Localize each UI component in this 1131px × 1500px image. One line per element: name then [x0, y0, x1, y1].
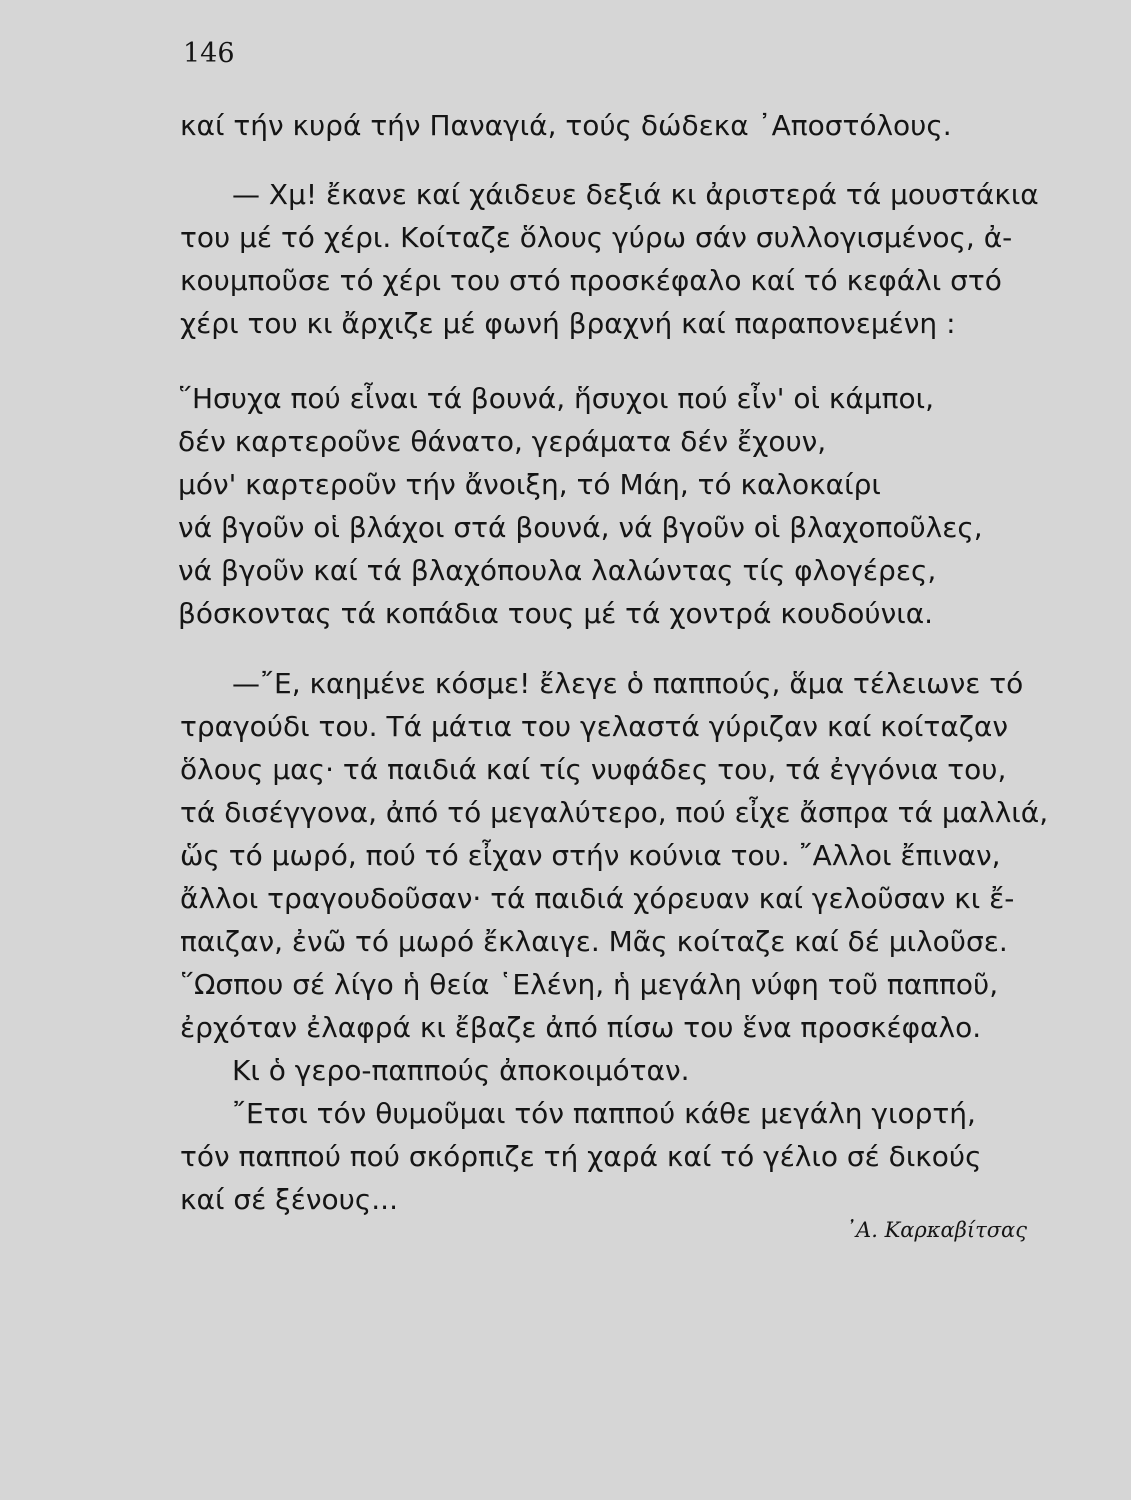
verse-line-6: βόσκοντας τά κοπάδια τους μέ τά χοντρά κουδούνια.: [178, 597, 934, 630]
text-line-14: ἐρχόταν ἐλαφρά κι ἔβαζε ἀπό πίσω του ἕνα προσκέφαλο.: [180, 1011, 982, 1044]
text-line-5: χέρι του κι ἄρχιζε μέ φωνή βραχνή καί παραπονεμένη :: [180, 307, 956, 340]
verse-line-4: νά βγοῦν οἱ βλάχοι στά βουνά, νά βγοῦν οἱ βλαχοποῦλες,: [178, 511, 983, 544]
text-line-11: ἄλλοι τραγουδοῦσαν· τά παιδιά χόρευαν καί γελοῦσαν κι ἔ-: [180, 882, 1015, 915]
text-line-1: καί τήν κυρά τήν Παναγιά, τούς δώδεκα ᾿Αποστόλους.: [180, 109, 952, 142]
text-line-8: ὅλους μας· τά παιδιά καί τίς νυφάδες του, τά ἐγγόνια του,: [180, 753, 1007, 786]
text-line-4: κουμποῦσε τό χέρι του στό προσκέφαλο καί τό κεφάλι στό: [180, 264, 1002, 297]
text-line-10: ὥς τό μωρό, πού τό εἶχαν στήν κούνια του. ῎Αλλοι ἔπιναν,: [180, 839, 1001, 872]
verse-line-3: μόν' καρτεροῦν τήν ἄνοιξη, τό Μάη, τό καλοκαίρι: [178, 468, 881, 501]
text-line-17: τόν παππού πού σκόρπιζε τή χαρά καί τό γέλιο σέ δικούς: [180, 1140, 982, 1173]
verse-line-5: νά βγοῦν καί τά βλαχόπουλα λαλώντας τίς φλογέρες,: [178, 554, 937, 587]
author-signature: ᾿Α. Καρκαβίτσας: [845, 1218, 1027, 1242]
text-line-13: ῞Ωσπου σέ λίγο ἡ θεία ῾Ελένη, ἡ μεγάλη νύφη τοῦ παπποῦ,: [180, 968, 999, 1001]
text-line-16: ῎Ετσι τόν θυμοῦμαι τόν παππού κάθε μεγάλη γιορτή,: [232, 1097, 976, 1130]
page-number: 146: [183, 38, 235, 69]
text-line-12: παιζαν, ἐνῶ τό μωρό ἔκλαιγε. Μᾶς κοίταζε καί δέ μιλοῦσε.: [180, 925, 1008, 958]
text-line-3: του μέ τό χέρι. Κοίταζε ὅλους γύρω σάν συλλογισμένος, ἀ-: [180, 221, 1013, 254]
text-line-15: Κι ὁ γερο-παππούς ἀποκοιμόταν.: [232, 1054, 690, 1087]
text-line-9: τά δισέγγονα, ἀπό τό μεγαλύτερο, πού εἶχε ἄσπρα τά μαλλιά,: [180, 796, 1049, 829]
verse-line-1: ῞Ησυχα πού εἶναι τά βουνά, ἥσυχοι πού εἶν' οἱ κάμποι,: [178, 382, 934, 415]
text-line-6: —῎Ε, καημένε κόσμε! ἔλεγε ὁ παππούς, ἅμα τέλειωνε τό: [232, 667, 1024, 700]
text-line-2: — Χμ! ἔκανε καί χάιδευε δεξιά κι ἀριστερά τά μουστάκια: [232, 178, 1039, 211]
text-line-7: τραγούδι του. Τά μάτια του γελαστά γύριζαν καί κοίταζαν: [180, 710, 1009, 743]
verse-line-2: δέν καρτεροῦνε θάνατο, γεράματα δέν ἔχουν,: [178, 425, 827, 458]
text-line-18: καί σέ ξένους...: [180, 1183, 398, 1216]
